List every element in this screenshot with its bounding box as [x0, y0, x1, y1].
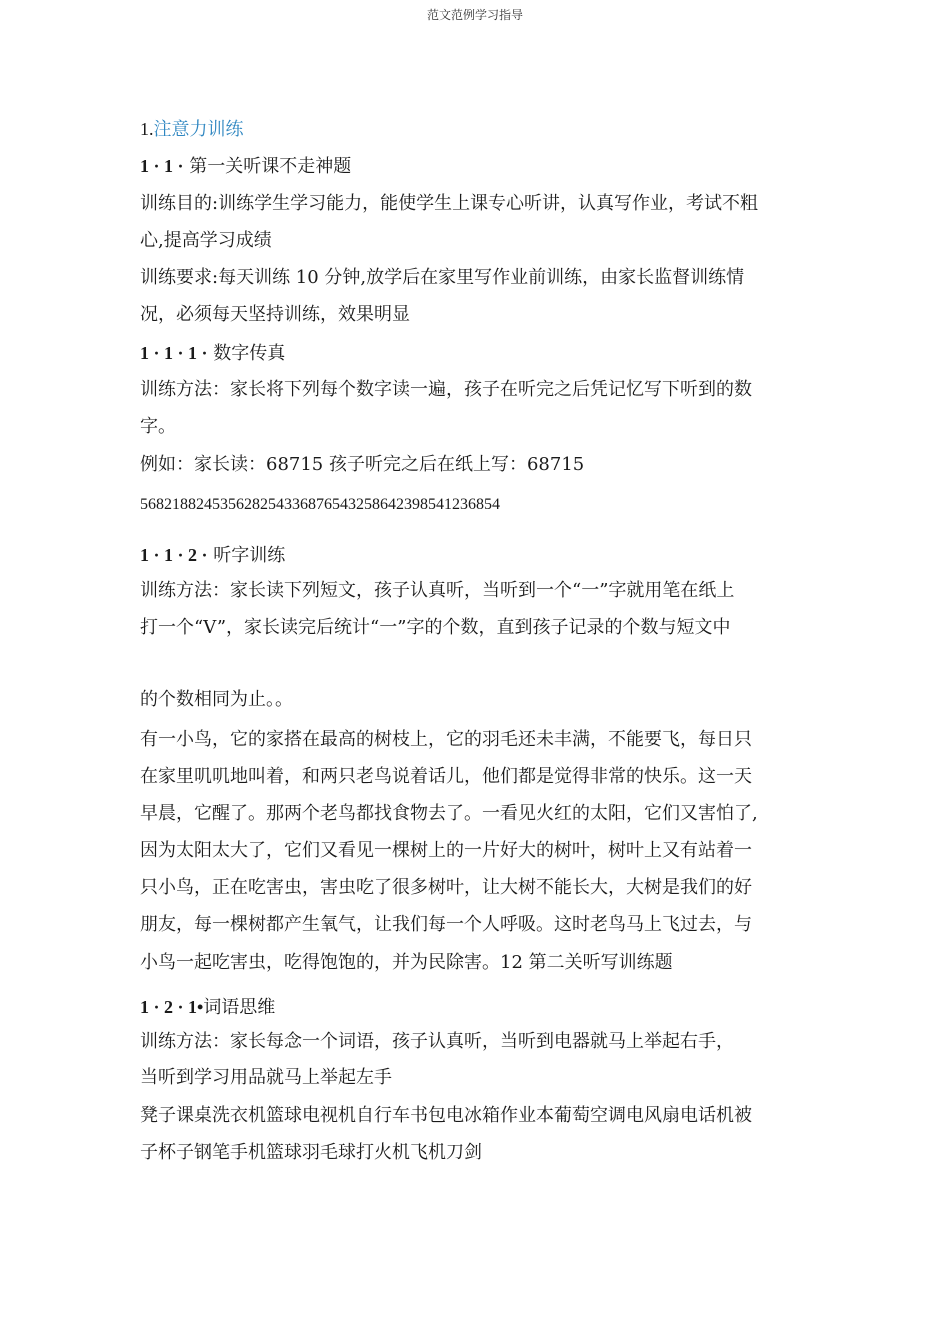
page-header: 范文范例学习指导 — [426, 8, 523, 22]
method2-line-1: 训练方法：家长读下列短文，孩子认真听，当听到一个“一”字就用笔在纸上 — [140, 580, 735, 601]
method2-line-3: 的个数相同为止。。 — [140, 689, 293, 710]
subsection-title: 第一关听课不走神题 — [189, 156, 352, 177]
method2-line-2: 打一个“V”，家长读完后统计“一”字的个数，直到孩子记录的个数与短文中 — [140, 617, 731, 638]
method3-line-2: 当听到学习用品就马上举起左手 — [140, 1067, 392, 1088]
subsection-title: 听字训练 — [213, 545, 286, 566]
section-title: 注意力训练 — [153, 119, 244, 140]
subsection-title: 数字传真 — [213, 343, 286, 364]
method1-line-1: 训练方法：家长将下列每个数字读一遍，孩子在听完之后凭记忆写下听到的数 — [140, 379, 752, 400]
method3-line-1: 训练方法：家长每念一个词语，孩子认真听，当听到电器就马上举起右手， — [140, 1031, 734, 1052]
words-line-1: 凳子课桌洗衣机篮球电视机自行车书包电冰箱作业本葡萄空调电风扇电话机被 — [140, 1105, 752, 1126]
subsection-title: 词语思维 — [203, 997, 276, 1018]
purpose-line-1: 训练目的:训练学生学习能力，能使学生上课专心听讲，认真写作业，考试不粗 — [140, 193, 759, 214]
words-line-2: 子杯子钢笔手机篮球羽毛球打火机飞机刀剑 — [140, 1142, 482, 1163]
story-line: 有一小鸟，它的家搭在最高的树枝上，它的羽毛还未丰满，不能要飞，每日只 — [140, 729, 752, 750]
section-heading — [140, 117, 244, 142]
requirement-line-1: 训练要求:每天训练 10 分钟,放学后在家里写作业前训练，由家长监督训练情 — [140, 267, 745, 288]
subsection-heading-1-1 — [140, 154, 351, 179]
digits-line: 5682188245356282543368765432586423985412368​54 — [140, 496, 500, 513]
story-line: 小鸟一起吃害虫，吃得饱饱的，并为民除害。12 第二关听写训练题 — [140, 952, 673, 973]
requirement-line-2: 况，必须每天坚持训练，效果明显 — [140, 304, 410, 325]
subsection-number: 1 · 1 · 1 · — [140, 343, 208, 363]
subsection-number: 1 · 1 · — [140, 156, 184, 176]
story-line: 早晨，它醒了。那两个老鸟都找食物去了。一看见火红的太阳，它们又害怕了, — [140, 803, 758, 824]
purpose-line-2: 心,提高学习成绩 — [140, 230, 272, 251]
subsection-heading-1-1-1 — [140, 341, 285, 366]
subsection-heading-1-2-1 — [140, 995, 275, 1020]
story-line: 在家里叽叽地叫着，和两只老鸟说着话儿，他们都是觉得非常的快乐。这一天 — [140, 766, 752, 787]
subsection-number: 1 · 2 · 1• — [140, 997, 204, 1017]
example-line: 例如：家长读：68715 孩子听完之后在纸上写：68715 — [140, 454, 585, 475]
section-number: 1. — [140, 119, 154, 139]
story-line: 朋友，每一棵树都产生氧气，让我们每一个人呼吸。这时老鸟马上飞过去，与 — [140, 914, 752, 935]
story-line: 因为太阳太大了，它们又看见一棵树上的一片好大的树叶，树叶上又有站着一 — [140, 840, 752, 861]
story-line: 只小鸟，正在吃害虫，害虫吃了很多树叶，让大树不能长大，大树是我们的好 — [140, 877, 752, 898]
subsection-number: 1 · 1 · 2 · — [140, 545, 208, 565]
method1-line-2: 字。 — [140, 416, 176, 437]
subsection-heading-1-1-2 — [140, 543, 285, 568]
